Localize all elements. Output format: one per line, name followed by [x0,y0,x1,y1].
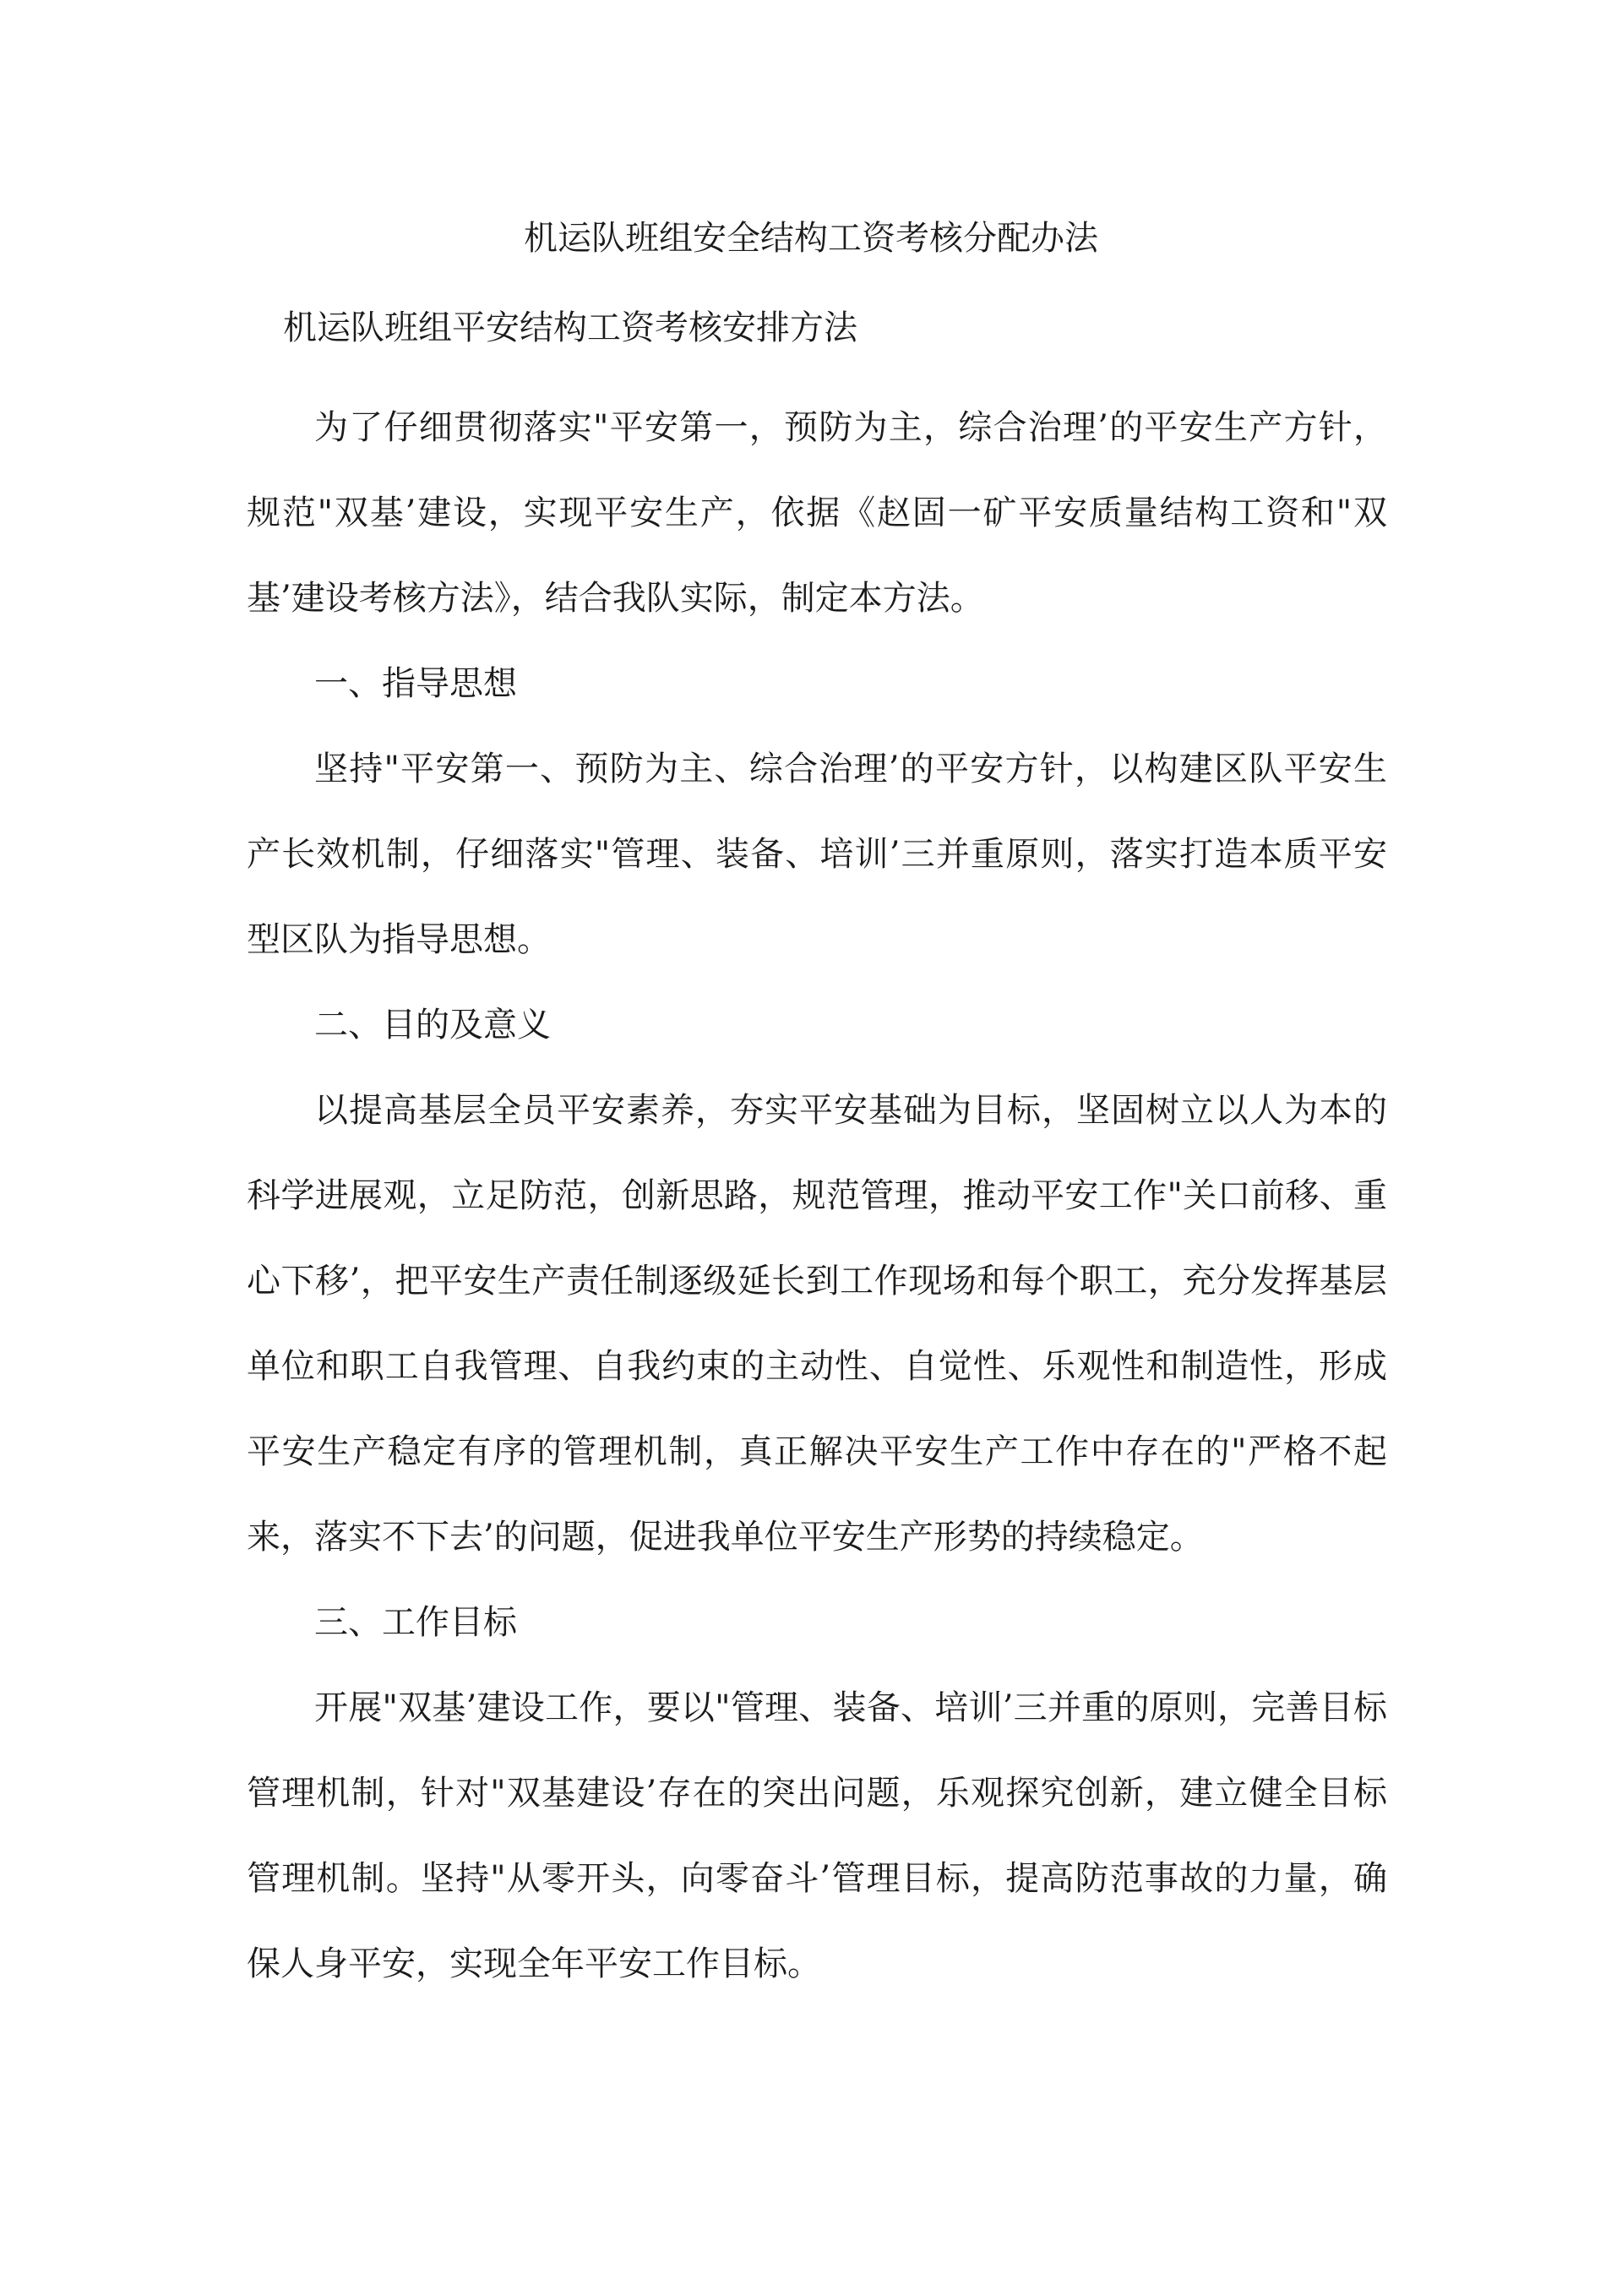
document-subtitle: 机运队班组平安结构工资考核安排方法 [283,308,857,347]
document-body [247,385,1387,2007]
section-heading-purpose: 二、目的及意义 [314,1006,551,1044]
work-goals-paragraph: 开展"双基’建设工作，要以"管理、装备、培训’三并重的原则，完善目标管理机制，针对"双基建设’存在的突出问题，乐观探究创新，建立健全目标管理机制。坚持"从零开头，向零奋斗’管理目标，提高防范事故的力量，确保人身平安，实现全年平安工作目标。 [247,1688,1387,1983]
document-title: 机运队班组安全结构工资考核分配办法 [524,219,1098,258]
section-heading-work-goals: 三、工作目标 [314,1603,517,1642]
purpose-paragraph: 以提高基层全员平安素养，夯实平安基础为目标，坚固树立以人为本的科学进展观，立足防范，创新思路，规范管理，推动平安工作"关口前移、重心下移’，把平安生产责任制逐级延长到工作现场和每个职工，充分发挥基层单位和职工自我管理、自我约束的主动性、自觉性、乐观性和制造性，形成平安生产稳定有序的管理机制，真正解决平安生产工作中存在的"严格不起来，落实不下去’的问题，促进我单位平安生产形势的持续稳定。 [247,1091,1387,1557]
section-heading-guiding-thought: 一、指导思想 [314,664,517,703]
intro-paragraph: 为了仔细贯彻落实"平安第一，预防为主，综合治理’的平安生产方针，规范"双基’建设，实现平安生产，依据《赵固一矿平安质量结构工资和"双基’建设考核方法》，结合我队实际，制定本方法。 [247,408,1387,618]
guiding-thought-paragraph: 坚持"平安第一、预防为主、综合治理’的平安方针，以构建区队平安生产长效机制，仔细落实"管理、装备、培训’三并重原则，落实打造本质平安型区队为指导思想。 [247,750,1387,959]
